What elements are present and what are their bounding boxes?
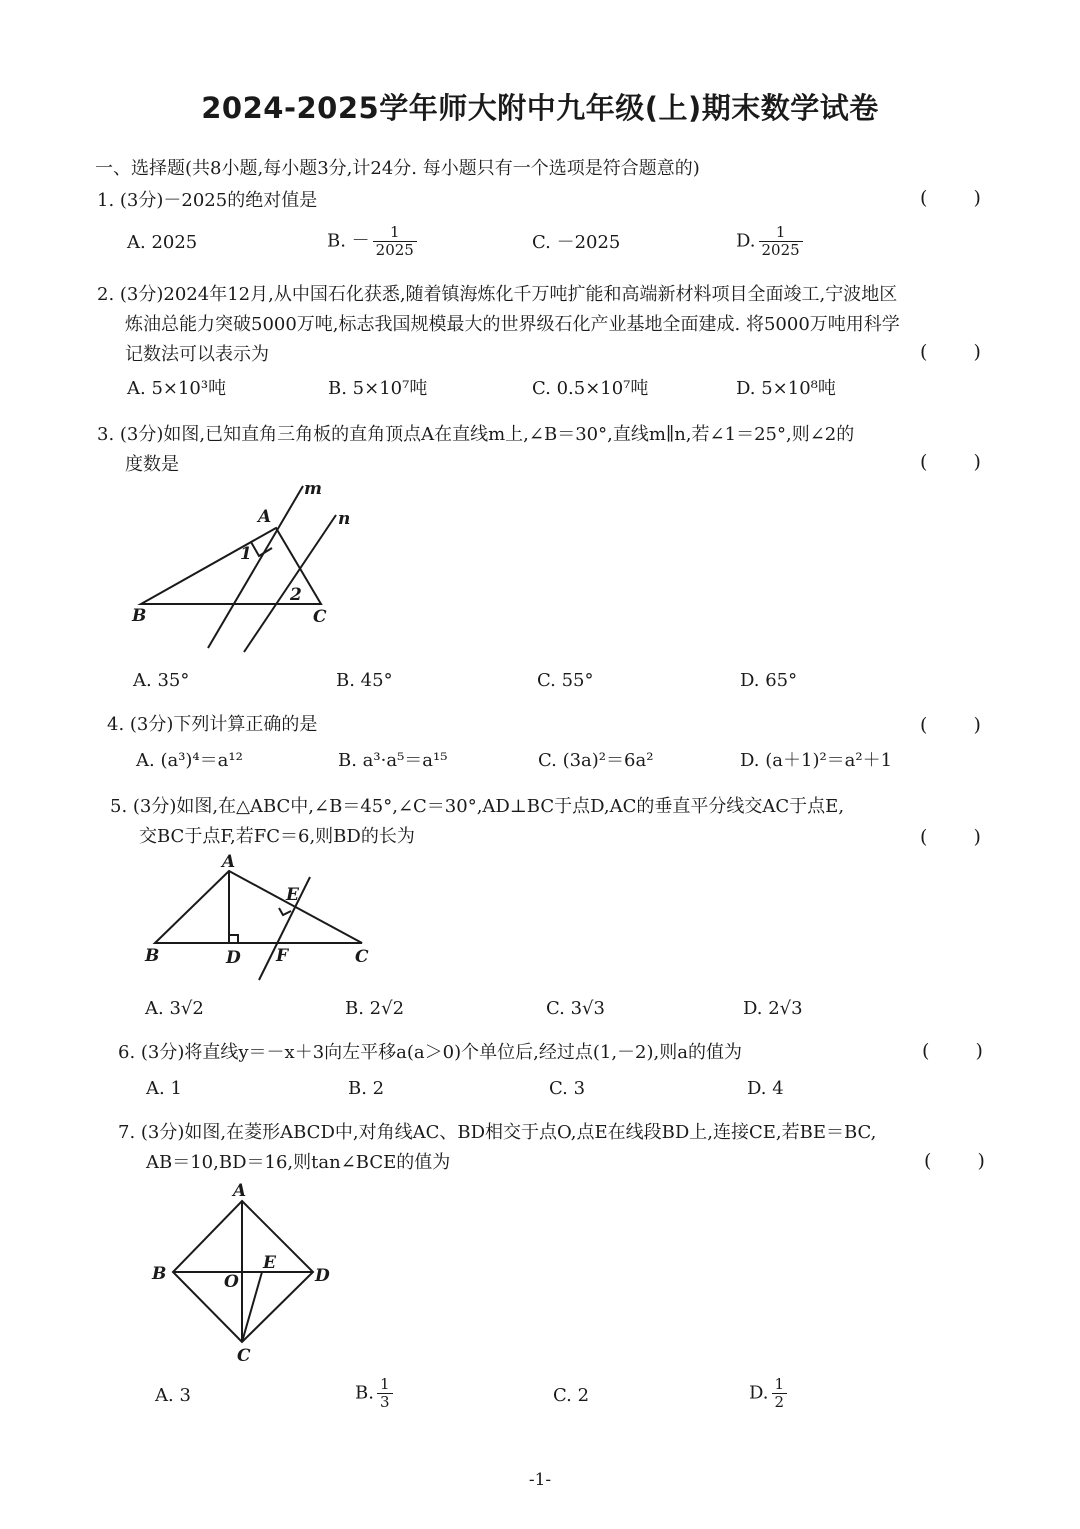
- answer-bracket: ( ): [920, 341, 1001, 363]
- option-a: A. 3√2: [145, 998, 204, 1019]
- label-b: B: [132, 606, 147, 626]
- option-c: C. 55°: [537, 670, 594, 691]
- label-b: B: [145, 946, 160, 966]
- label-c: C: [313, 607, 327, 627]
- label-a: A: [233, 1181, 247, 1201]
- question-stem: 4. (3分)下列计算正确的是: [107, 714, 318, 735]
- option-label: D.: [749, 1382, 769, 1404]
- label-angle-2: 2: [290, 585, 302, 605]
- denominator: 2: [772, 1393, 788, 1411]
- label-m: m: [304, 479, 322, 499]
- label-angle-1: 1: [240, 544, 252, 564]
- option-label: B.: [355, 1382, 374, 1404]
- question-stem-line-1: 2. (3分)2024年12月,从中国石化获悉,随着镇海炼化千万吨扩能和高端新材料项目全面竣工,宁波地区: [97, 284, 898, 305]
- question-stem-line-2: 炼油总能力突破5000万吨,标志我国规模最大的世界级石化产业基地全面建成. 将5000万吨用科学: [125, 314, 900, 335]
- option-a: A. 35°: [133, 670, 190, 691]
- question-stem-line-2: AB＝10,BD＝16,则tan∠BCE的值为: [146, 1152, 451, 1173]
- option-c: C. 0.5×10⁷吨: [532, 378, 649, 399]
- option-c: C. －2025: [532, 232, 621, 253]
- option-c: C. (3a)²＝6a²: [538, 750, 654, 771]
- question-stem-line-3: 记数法可以表示为: [125, 344, 269, 365]
- option-a: A. 5×10³吨: [127, 378, 227, 399]
- denominator: 3: [377, 1393, 393, 1411]
- option-a: A. (a³)⁴＝a¹²: [136, 750, 243, 771]
- label-a: A: [222, 852, 236, 872]
- option-c: C. 2: [553, 1385, 590, 1406]
- option-a: A. 2025: [127, 232, 198, 253]
- label-c: C: [355, 947, 369, 967]
- fraction: [772, 1376, 788, 1411]
- answer-bracket: ( ): [920, 714, 1001, 736]
- label-e: E: [263, 1253, 276, 1273]
- answer-bracket: ( ): [920, 451, 1001, 473]
- question-stem: 1. (3分)－2025的绝对值是: [97, 190, 318, 211]
- label-c: C: [237, 1346, 251, 1366]
- option-label: B. －: [327, 230, 370, 252]
- question-stem-line-2: 交BC于点F,若FC＝6,则BD的长为: [139, 826, 415, 847]
- numerator: 1: [775, 223, 786, 241]
- question-stem-line-1: 3. (3分)如图,已知直角三角板的直角顶点A在直线m上,∠B＝30°,直线m∥n,若∠1＝25°,则∠2的: [97, 424, 855, 445]
- option-c: C. 3: [549, 1078, 586, 1099]
- label-b: B: [152, 1264, 167, 1284]
- option-d: D. 5×10⁸吨: [736, 378, 836, 399]
- page-title: 2024-2025学年师大附中九年级(上)期末数学试卷: [201, 91, 879, 125]
- page-number: -1-: [528, 1470, 552, 1490]
- question-stem: 6. (3分)将直线y＝－x＋3向左平移a(a＞0)个单位后,经过点(1,－2),则a的值为: [118, 1042, 742, 1063]
- option-b: [355, 1376, 393, 1411]
- label-d: D: [226, 948, 241, 968]
- option-d: D. 4: [747, 1078, 784, 1099]
- numerator: 1: [774, 1375, 785, 1393]
- label-a: A: [258, 507, 272, 527]
- option-label: D.: [736, 230, 756, 252]
- option-d: [749, 1376, 787, 1411]
- label-e: E: [286, 885, 299, 905]
- answer-bracket: ( ): [920, 826, 1001, 848]
- option-b: B. 2: [348, 1078, 385, 1099]
- denominator: 2025: [759, 241, 803, 259]
- option-b: B. 5×10⁷吨: [328, 378, 428, 399]
- label-n: n: [338, 509, 351, 529]
- option-a: A. 1: [146, 1078, 182, 1099]
- question-stem-line-1: 5. (3分)如图,在△ABC中,∠B＝45°,∠C＝30°,AD⊥BC于点D,AC的垂直平分线交AC于点E,: [110, 796, 845, 817]
- answer-bracket: ( ): [922, 1040, 1003, 1062]
- option-c: C. 3√3: [546, 998, 605, 1019]
- section-heading: 一、选择题(共8小题,每小题3分,计24分. 每小题只有一个选项是符合题意的): [95, 158, 700, 179]
- label-f: F: [276, 946, 289, 966]
- option-d: D. (a＋1)²＝a²＋1: [740, 750, 893, 771]
- answer-bracket: ( ): [924, 1150, 1005, 1172]
- question-stem-line-2: 度数是: [125, 454, 179, 475]
- question-stem-line-1: 7. (3分)如图,在菱形ABCD中,对角线AC、BD相交于点O,点E在线段BD上,连接CE,若BE＝BC,: [118, 1122, 877, 1143]
- label-o: O: [224, 1272, 239, 1292]
- numerator: 1: [379, 1375, 390, 1393]
- option-b: B. a³·a⁵＝a¹⁵: [338, 750, 448, 771]
- option-d: D. 2√3: [743, 998, 803, 1019]
- option-b: B. 45°: [336, 670, 393, 691]
- option-d: D. 65°: [740, 670, 798, 691]
- label-d: D: [315, 1266, 330, 1286]
- option-a: A. 3: [155, 1385, 191, 1406]
- answer-bracket: ( ): [920, 187, 1001, 209]
- numerator: 1: [389, 223, 400, 241]
- denominator: 2025: [373, 241, 417, 259]
- option-b: B. 2√2: [345, 998, 405, 1019]
- fraction: [377, 1376, 393, 1411]
